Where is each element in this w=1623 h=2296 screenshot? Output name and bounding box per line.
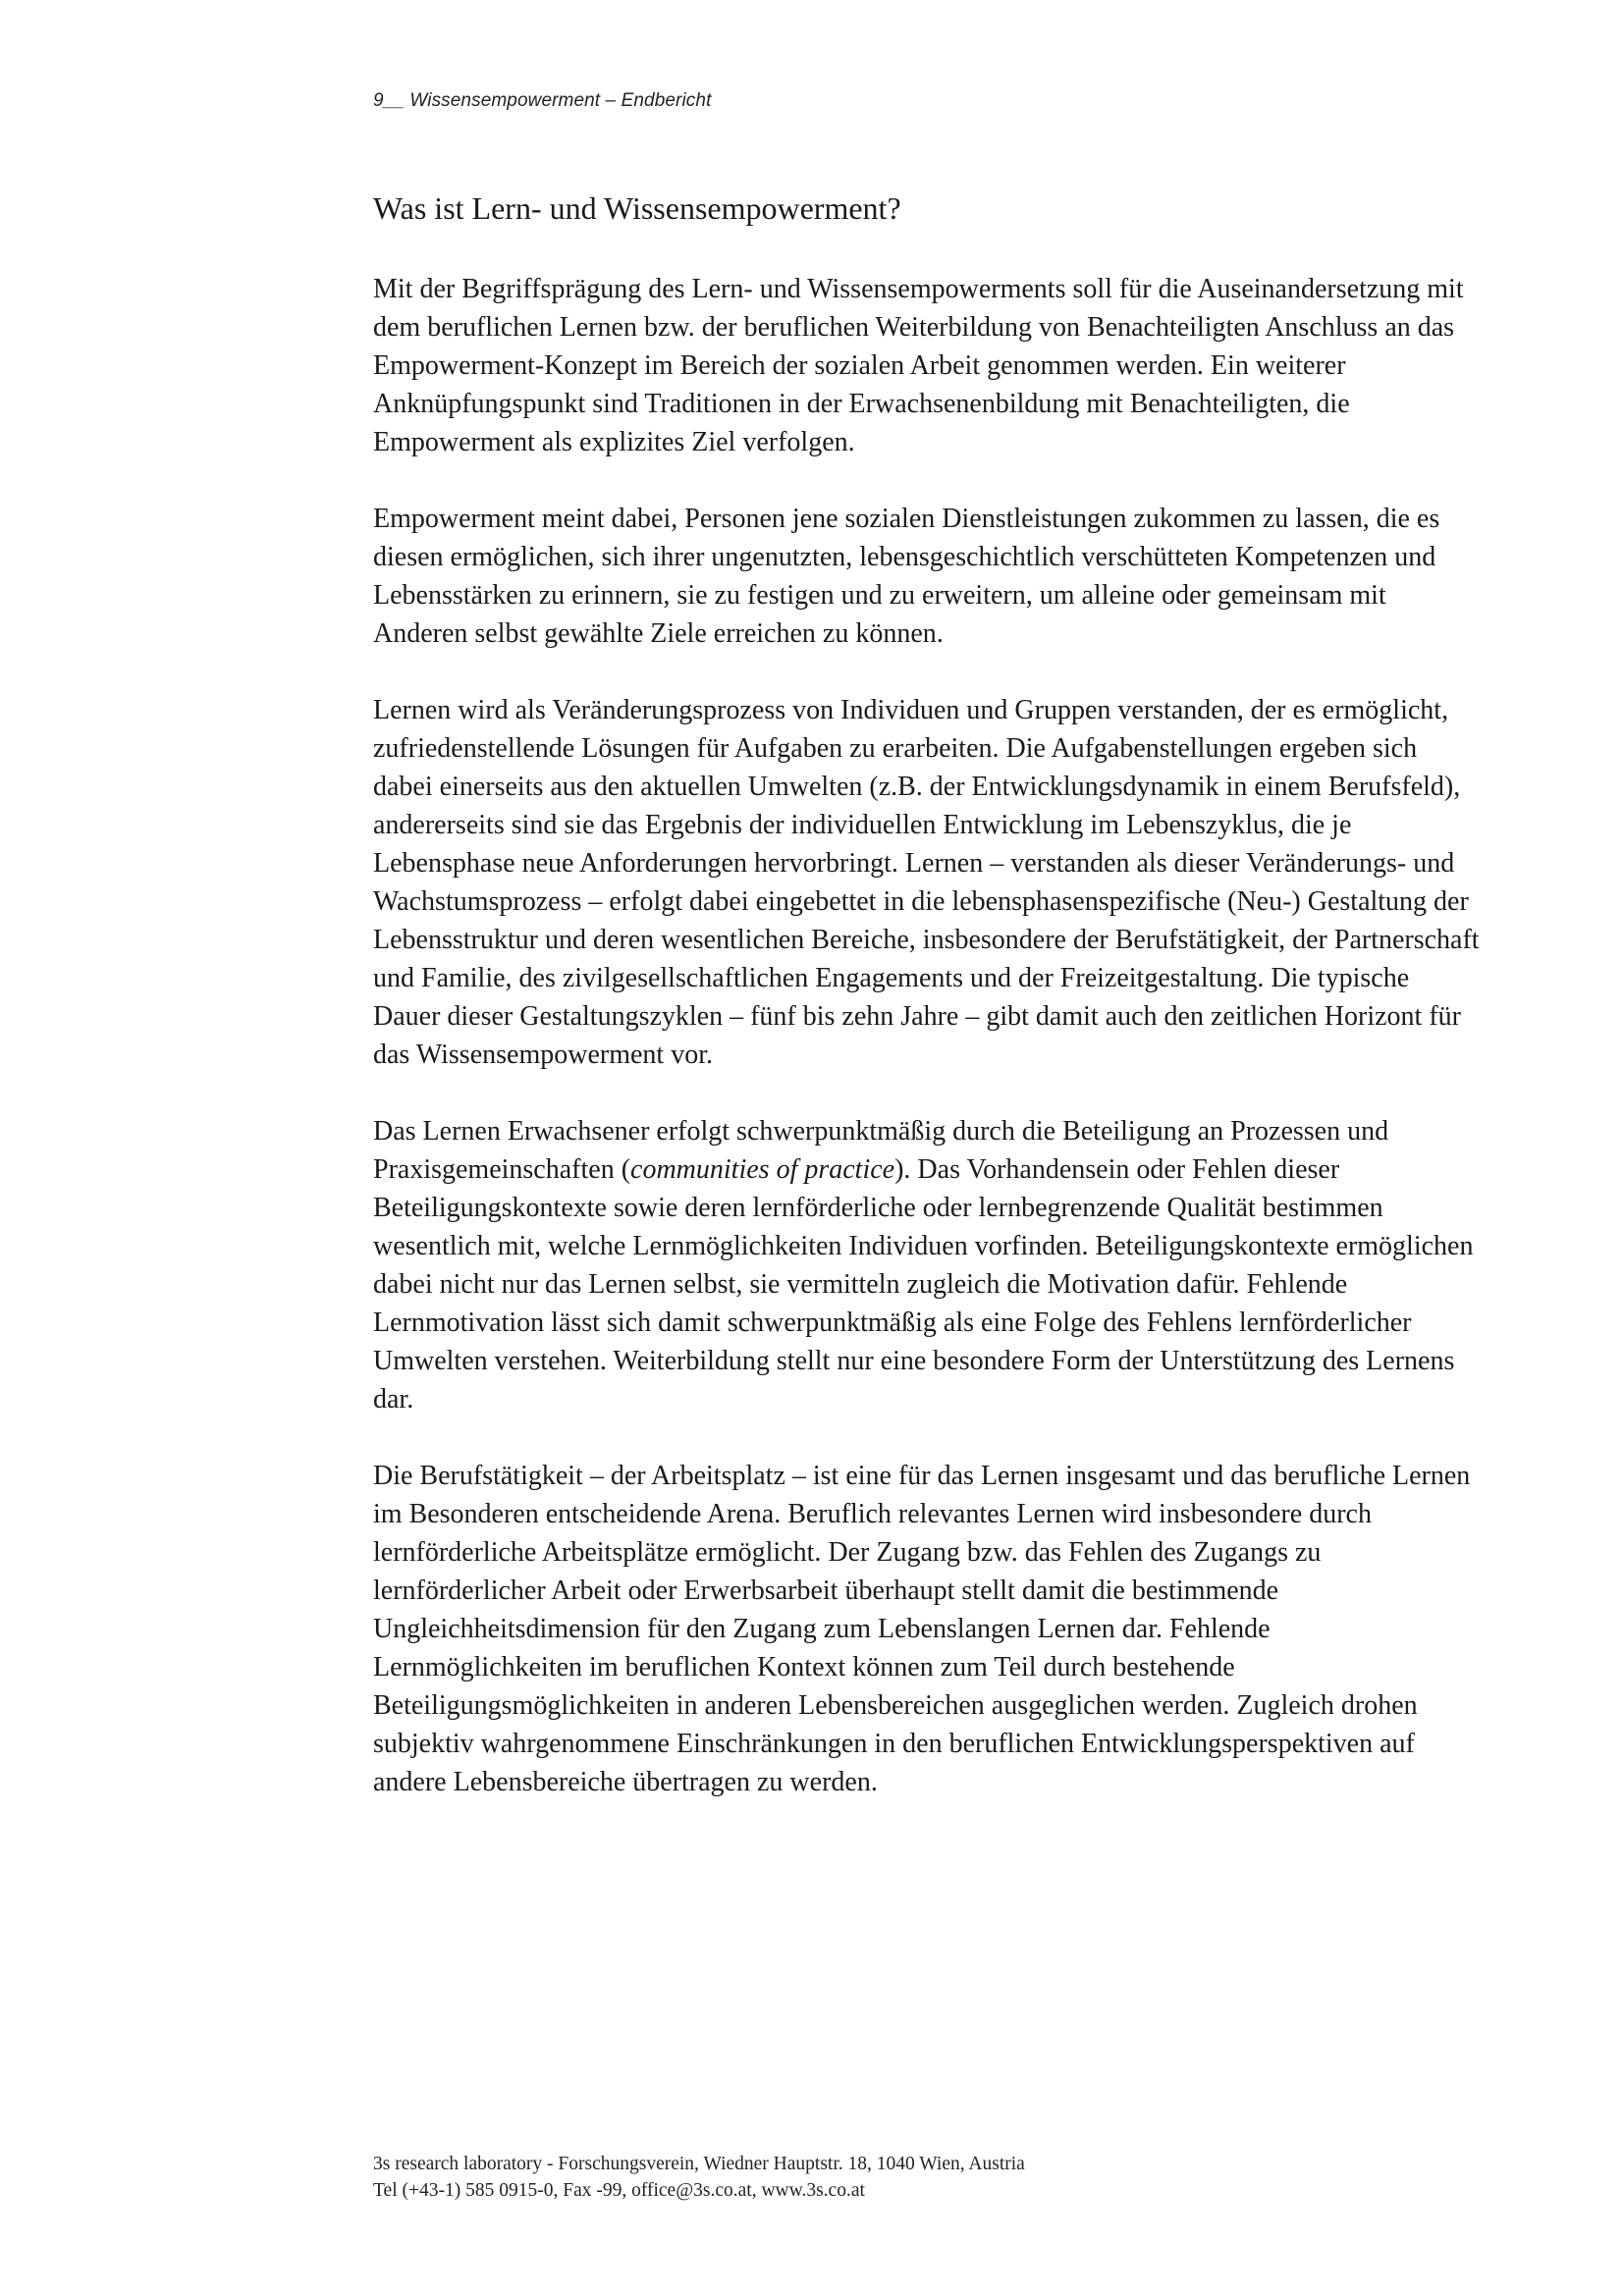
paragraph-empowerment-definition: Empowerment meint dabei, Personen jene sozialen Dienstleistungen zukommen zu lassen, die es diesen ermöglichen, sich ihrer ungenutzten, lebensgeschichtlich verschütteten Kompetenzen und Lebensstärken zu erinnern, sie zu festigen und zu erweitern, um alleine oder gemeinsam mit Anderen selbst gewählte Ziele erreichen zu können. xyxy=(373,504,1440,649)
paragraph-learning-definition: Lernen wird als Veränderungsprozess von Individuen und Gruppen verstanden, der es ermöglicht, zufriedenstellende Lösungen für Aufgaben zu erarbeiten. Die Aufgabenstellungen ergeben sich dabei einerseits aus den aktuellen Umwelten (z.B. der Entwicklungsdynamik in einem Berufsfeld), andererseits sind sie das Ergebnis der individuellen Entwicklung im Lebenszyklus, die je Lebensphase neue Anforderungen hervorbringt. Lernen – verstanden als dieser Veränderungs- und Wachstumsprozess – erfolgt dabei eingebettet in die lebensphasenspezifische (Neu-) Gestaltung der Lebensstruktur und deren wesentlichen Bereiche, insbesondere der Berufstätigkeit, der Partnerschaft und Familie, des zivilgesellschaftlichen Engagements und der Freizeitgestaltung. Die typische Dauer dieser Gestaltungszyklen – fünf bis zehn Jahre – gibt damit auch den zeitlichen Horizont für das Wissensempowerment vor. xyxy=(373,695,1480,1070)
running-header: 9__ Wissensempowerment – Endbericht xyxy=(373,90,712,111)
footer-contact: Tel (+43-1) 585 0915-0, Fax -99, office@3s.co.at, www.3s.co.at xyxy=(373,2180,865,2201)
section-title: Was ist Lern- und Wissensempowerment? xyxy=(373,190,901,226)
footer-address: 3s research laboratory - Forschungsverein, Wiedner Hauptstr. 18, 1040 Wien, Austria xyxy=(373,2154,1025,2174)
paragraph-empowerment-concept: Mit der Begriffsprägung des Lern- und Wissensempowerments soll für die Auseinandersetzung mit dem beruflichen Lernen bzw. der beruflichen Weiterbildung von Benachteiligten Anschluss an das Empowerment-Konzept im Bereich der sozialen Arbeit genommen werden. Ein weiterer Anknüpfungspunkt sind Traditionen in der Erwachsenenbildung mit Benachteiligten, die Empowerment als explizites Ziel verfolgen. xyxy=(373,274,1464,457)
paragraph-workplace-learning: Die Berufstätigkeit – der Arbeitsplatz – ist eine für das Lernen insgesamt und das berufliche Lernen im Besonderen entscheidende Arena. Beruflich relevantes Lernen wird insbesondere durch lernförderliche Arbeitsplätze ermöglicht. Der Zugang bzw. das Fehlen des Zugangs zu lernförderlicher Arbeit oder Erwerbsarbeit überhaupt stellt damit die bestimmende Ungleichheitsdimension für den Zugang zum Lebenslangen Lernen dar. Fehlende Lernmöglichkeiten im beruflichen Kontext können zum Teil durch bestehende Beteiligungsmöglichkeiten in anderen Lebensbereichen ausgeglichen werden. Zugleich drohen subjektiv wahrgenommene Einschränkungen in den beruflichen Entwicklungsperspektiven auf andere Lebensbereiche übertragen zu werden. xyxy=(373,1461,1471,1797)
paragraph-adult-learning-part-2: ). Das Vorhandensein oder Fehlen dieser Beteiligungskontexte sowie deren lernförderliche oder lernbegrenzende Qualität bestimmen wesentlich mit, welche Lernmöglichkeiten Individuen vorfinden. Beteiligungskontexte ermöglichen dabei nicht nur das Lernen selbst, sie vermitteln zugleich die Motivation dafür. Fehlende Lernmotivation lässt sich damit schwerpunktmäßig als eine Folge des Fehlens lernförderlicher Umwelten verstehen. Weiterbildung stellt nur eine besondere Form der Unterstützung des Lernens dar. xyxy=(373,1154,1474,1415)
main-content xyxy=(373,185,1483,1840)
paragraph-adult-learning xyxy=(373,1112,1483,1418)
emphasis-communities-of-practice: communities of practice xyxy=(630,1154,895,1185)
paragraph-adult-learning-part-1: Das Lernen Erwachsener erfolgt schwerpunktmäßig durch die Beteiligung an Prozessen und Praxisgemeinschaften ( xyxy=(373,1116,1389,1185)
page-footer xyxy=(373,2151,1025,2204)
